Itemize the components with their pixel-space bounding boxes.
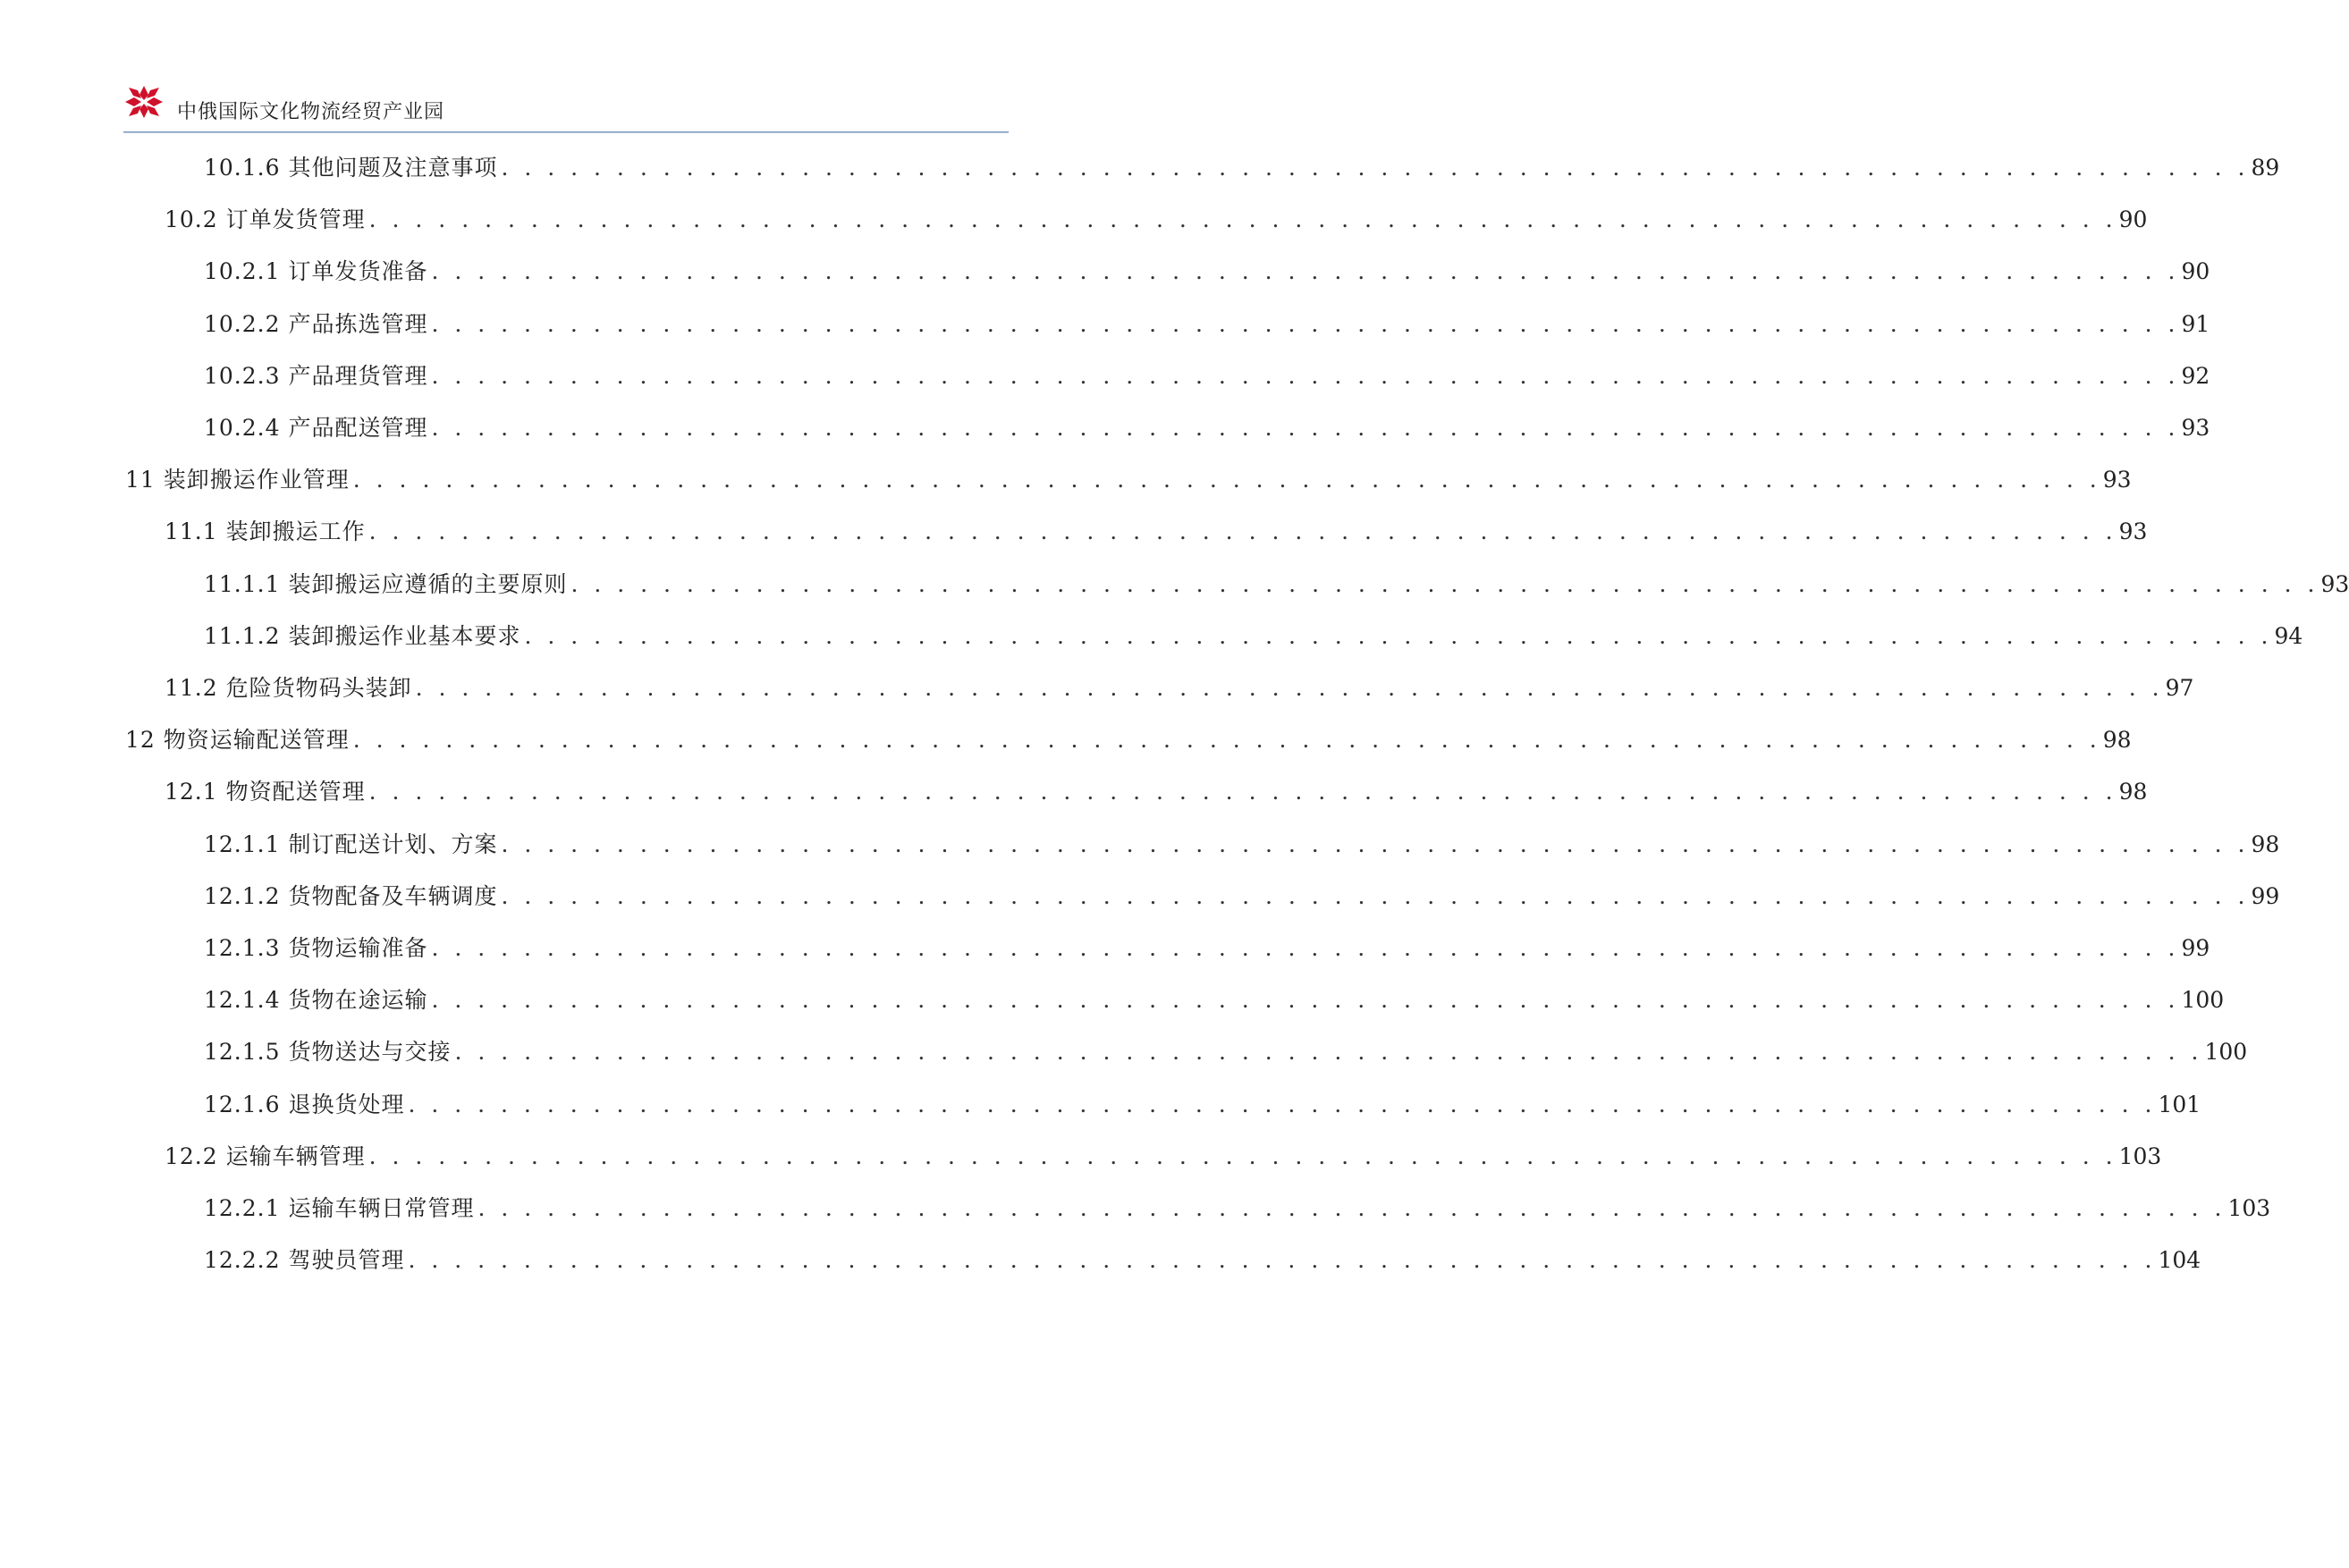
toc-page-number: 94 (2274, 622, 2303, 649)
toc-page-number: 93 (2181, 415, 2210, 441)
toc-dot-leader: . . . . . . . . . . . . . . . . . . . . . . . . . . . . . . . . . . . . . . . . . . . . . . . . . . . . . . . . . . . . . . . . . . . . . . . . . . . . (368, 207, 2117, 233)
toc-dot-leader: . . . . . . . . . . . . . . . . . . . . . . . . . . . . . . . . . . . . . . . . . . . . . . . . . . . . . . . . . . . . . . . . . . . . . . . . . . . . (431, 258, 2180, 285)
toc-entry-title: 10.2.2 产品拣选管理 (204, 310, 428, 337)
toc-page-number: 90 (2118, 207, 2148, 233)
toc-dot-leader: . . . . . . . . . . . . . . . . . . . . . . . . . . . . . . . . . . . . . . . . . . . . . . . . . . . . . . . . . . . . . . . . . . . . . . . . . . . . (408, 1247, 2157, 1274)
red-star-logo-icon (123, 82, 165, 122)
toc-entry[interactable] (165, 774, 2148, 810)
toc-entry[interactable] (204, 150, 2280, 186)
toc-entry-title: 12.1.3 货物运输准备 (204, 935, 428, 961)
toc-entry[interactable] (165, 670, 2194, 706)
toc-page-number: 98 (2118, 779, 2148, 805)
toc-dot-leader: . . . . . . . . . . . . . . . . . . . . . . . . . . . . . . . . . . . . . . . . . . . . . . . . . . . . . . . . . . . . . . . . . . . . . . . . . . . . (454, 1039, 2203, 1066)
toc-page-number: 93 (2320, 570, 2349, 597)
toc-dot-leader: . . . . . . . . . . . . . . . . . . . . . . . . . . . . . . . . . . . . . . . . . . . . . . . . . . . . . . . . . . . . . . . . . . . . . . . . . . . . (368, 1142, 2117, 1169)
toc-dot-leader: . . . . . . . . . . . . . . . . . . . . . . . . . . . . . . . . . . . . . . . . . . . . . . . . . . . . . . . . . . . . . . . . . . . . . . . . . . . . (570, 570, 2319, 597)
toc-entry-title: 10.2 订单发货管理 (165, 207, 366, 233)
toc-entry-title: 11 装卸搬运作业管理 (125, 467, 350, 493)
toc-entry-title: 12 物资运输配送管理 (125, 727, 350, 754)
toc-page-number: 97 (2165, 675, 2194, 701)
toc-entry[interactable] (204, 567, 2349, 603)
toc-dot-leader: . . . . . . . . . . . . . . . . . . . . . . . . . . . . . . . . . . . . . . . . . . . . . . . . . . . . . . . . . . . . . . . . . . . . . . . . . . . . (431, 310, 2180, 337)
toc-entry[interactable] (165, 1139, 2162, 1175)
toc-entry[interactable] (204, 307, 2210, 342)
toc-page-number: 93 (2102, 467, 2132, 493)
toc-dot-leader: . . . . . . . . . . . . . . . . . . . . . . . . . . . . . . . . . . . . . . . . . . . . . . . . . . . . . . . . . . . . . . . . . . . . . . . . . . . . (431, 987, 2180, 1014)
toc-entry-title: 10.2.4 产品配送管理 (204, 415, 428, 441)
toc-entry[interactable] (165, 202, 2148, 238)
toc-dot-leader: . . . . . . . . . . . . . . . . . . . . . . . . . . . . . . . . . . . . . . . . . . . . . . . . . . . . . . . . . . . . . . . . . . . . . . . . . . . . (368, 518, 2117, 545)
toc-dot-leader: . . . . . . . . . . . . . . . . . . . . . . . . . . . . . . . . . . . . . . . . . . . . . . . . . . . . . . . . . . . . . . . . . . . . . . . . . . . . (352, 727, 2101, 754)
toc-entry[interactable] (204, 619, 2303, 654)
toc-entry-title: 12.1.6 退换货处理 (204, 1091, 405, 1117)
toc-entry[interactable] (204, 827, 2280, 863)
toc-page-number: 90 (2181, 258, 2210, 285)
toc-page-number: 98 (2251, 830, 2280, 857)
toc-entry-title: 10.1.6 其他问题及注意事项 (204, 155, 498, 181)
toc-page-number: 98 (2102, 727, 2132, 754)
page-header (123, 80, 1009, 134)
toc-dot-leader: . . . . . . . . . . . . . . . . . . . . . . . . . . . . . . . . . . . . . . . . . . . . . . . . . . . . . . . . . . . . . . . . . . . . . . . . . . . . (408, 1091, 2157, 1117)
toc-entry[interactable] (204, 931, 2210, 966)
toc-entry-title: 12.1.2 货物配备及车辆调度 (204, 882, 498, 909)
toc-entry-title: 10.2.1 订单发货准备 (204, 258, 428, 285)
toc-page-number: 100 (2181, 987, 2225, 1014)
toc-page-number: 89 (2251, 155, 2280, 181)
toc-entry-title: 11.1.2 装卸搬运作业基本要求 (204, 622, 521, 649)
toc-entry[interactable] (204, 1191, 2271, 1227)
toc-entry-title: 12.2 运输车辆管理 (165, 1142, 366, 1169)
toc-entry-title: 12.2.2 驾驶员管理 (204, 1247, 405, 1274)
toc-page-number: 92 (2181, 362, 2210, 389)
toc-page-number: 103 (2118, 1142, 2162, 1169)
toc-page-number: 103 (2227, 1195, 2271, 1221)
toc-dot-leader: . . . . . . . . . . . . . . . . . . . . . . . . . . . . . . . . . . . . . . . . . . . . . . . . . . . . . . . . . . . . . . . . . . . . . . . . . . . . (501, 882, 2250, 909)
toc-entry-title: 10.2.3 产品理货管理 (204, 362, 428, 389)
toc-dot-leader: . . . . . . . . . . . . . . . . . . . . . . . . . . . . . . . . . . . . . . . . . . . . . . . . . . . . . . . . . . . . . . . . . . . . . . . . . . . . (524, 622, 2273, 649)
toc-entry[interactable] (204, 410, 2210, 446)
toc-entry-title: 12.1.4 货物在途运输 (204, 987, 428, 1014)
toc-dot-leader: . . . . . . . . . . . . . . . . . . . . . . . . . . . . . . . . . . . . . . . . . . . . . . . . . . . . . . . . . . . . . . . . . . . . . . . . . . . . (477, 1195, 2226, 1221)
toc-dot-leader: . . . . . . . . . . . . . . . . . . . . . . . . . . . . . . . . . . . . . . . . . . . . . . . . . . . . . . . . . . . . . . . . . . . . . . . . . . . . (368, 779, 2117, 805)
toc-entry[interactable] (204, 879, 2280, 915)
toc-entry[interactable] (204, 1087, 2201, 1123)
toc-entry-title: 12.1.5 货物送达与交接 (204, 1039, 452, 1066)
toc-dot-leader: . . . . . . . . . . . . . . . . . . . . . . . . . . . . . . . . . . . . . . . . . . . . . . . . . . . . . . . . . . . . . . . . . . . . . . . . . . . . (431, 415, 2180, 441)
toc-entry[interactable] (125, 462, 2132, 498)
toc-entry[interactable] (204, 1243, 2201, 1278)
toc-entry-title: 12.1.1 制订配送计划、方案 (204, 830, 498, 857)
toc-entry[interactable] (204, 1034, 2248, 1070)
toc-dot-leader: . . . . . . . . . . . . . . . . . . . . . . . . . . . . . . . . . . . . . . . . . . . . . . . . . . . . . . . . . . . . . . . . . . . . . . . . . . . . (352, 467, 2101, 493)
toc-entry[interactable] (165, 514, 2148, 550)
toc-page-number: 93 (2118, 518, 2148, 545)
toc-entry[interactable] (204, 254, 2210, 290)
toc-dot-leader: . . . . . . . . . . . . . . . . . . . . . . . . . . . . . . . . . . . . . . . . . . . . . . . . . . . . . . . . . . . . . . . . . . . . . . . . . . . . (431, 935, 2180, 961)
toc-page-number: 99 (2181, 935, 2210, 961)
toc-entry[interactable] (204, 358, 2210, 394)
toc-entry-title: 11.1.1 装卸搬运应遵循的主要原则 (204, 570, 568, 597)
toc-entry-title: 12.1 物资配送管理 (165, 779, 366, 805)
toc-entry-title: 11.2 危险货物码头装卸 (165, 675, 412, 701)
toc-page-number: 99 (2251, 882, 2280, 909)
header-rule (123, 131, 1009, 133)
toc-dot-leader: . . . . . . . . . . . . . . . . . . . . . . . . . . . . . . . . . . . . . . . . . . . . . . . . . . . . . . . . . . . . . . . . . . . . . . . . . . . . (415, 675, 2164, 701)
toc-page-number: 91 (2181, 310, 2210, 337)
toc-page-number: 101 (2158, 1091, 2201, 1117)
toc-dot-leader: . . . . . . . . . . . . . . . . . . . . . . . . . . . . . . . . . . . . . . . . . . . . . . . . . . . . . . . . . . . . . . . . . . . . . . . . . . . . (431, 362, 2180, 389)
toc-dot-leader: . . . . . . . . . . . . . . . . . . . . . . . . . . . . . . . . . . . . . . . . . . . . . . . . . . . . . . . . . . . . . . . . . . . . . . . . . . . . (501, 155, 2250, 181)
organization-name: 中俄国际文化物流经贸产业园 (177, 101, 445, 123)
toc-entry-title: 12.2.1 运输车辆日常管理 (204, 1195, 475, 1221)
toc-page-number: 104 (2158, 1247, 2201, 1274)
toc-entry-title: 11.1 装卸搬运工作 (165, 518, 366, 545)
toc-entry[interactable] (125, 722, 2132, 758)
toc-dot-leader: . . . . . . . . . . . . . . . . . . . . . . . . . . . . . . . . . . . . . . . . . . . . . . . . . . . . . . . . . . . . . . . . . . . . . . . . . . . . (501, 830, 2250, 857)
toc-page-number: 100 (2204, 1039, 2248, 1066)
toc-entry[interactable] (204, 982, 2225, 1018)
